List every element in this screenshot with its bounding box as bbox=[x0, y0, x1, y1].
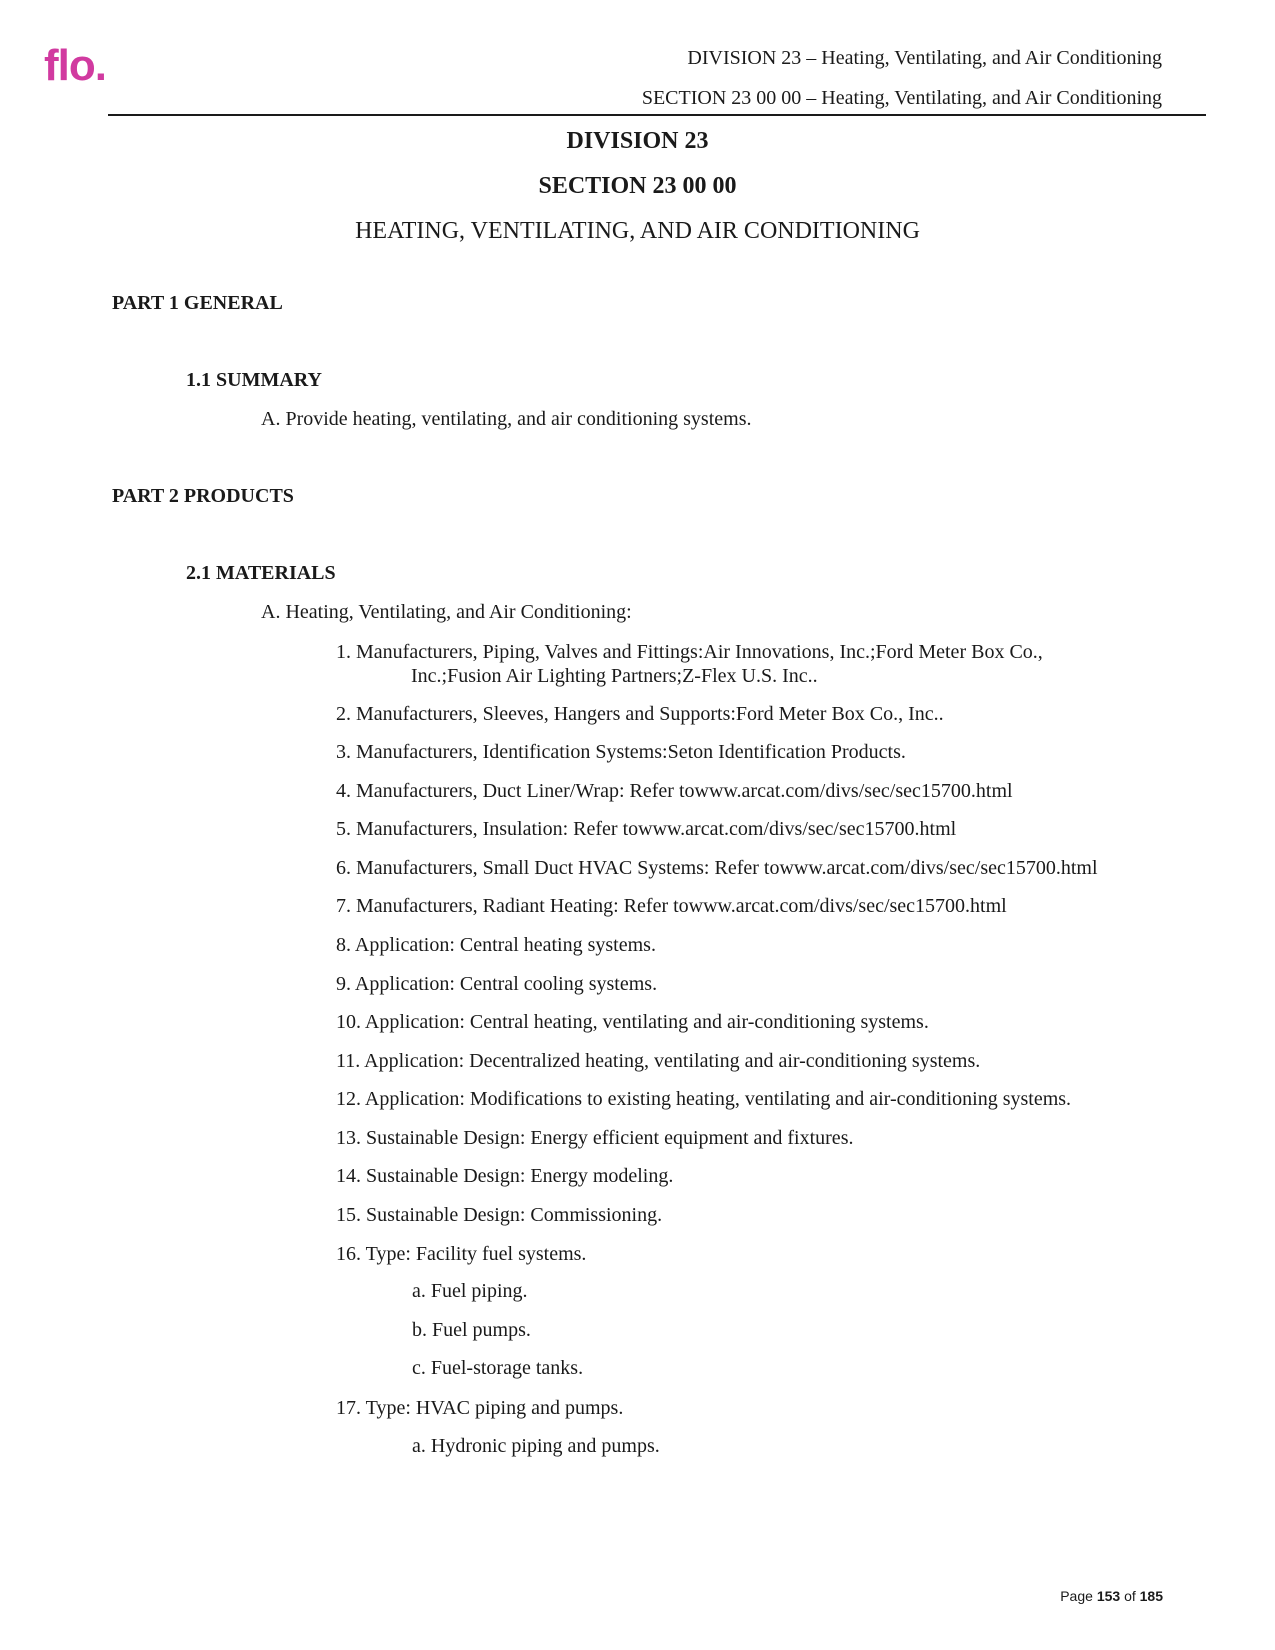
sub-item: c. Fuel-storage tanks. bbox=[412, 1357, 584, 1379]
list-item: 10. Application: Central heating, ventilating and air-conditioning systems. bbox=[336, 1011, 929, 1033]
part-2-heading: PART 2 PRODUCTS bbox=[112, 485, 294, 507]
part-1-heading: PART 1 GENERAL bbox=[112, 292, 283, 314]
list-item: 13. Sustainable Design: Energy efficient equipment and fixtures. bbox=[336, 1127, 854, 1149]
page-word: Page bbox=[1060, 1588, 1093, 1604]
list-item-text: 1. Manufacturers, Piping, Valves and Fittings:Air Innovations, Inc.;Ford Meter Box Co., bbox=[336, 641, 1043, 663]
of-word: of bbox=[1124, 1588, 1136, 1604]
list-item: 15. Sustainable Design: Commissioning. bbox=[336, 1204, 663, 1226]
list-item: 4. Manufacturers, Duct Liner/Wrap: Refer towww.arcat.com/divs/sec/sec15700.html bbox=[336, 780, 1013, 802]
flo-logo-mark bbox=[44, 44, 144, 88]
list-item: 14. Sustainable Design: Energy modeling. bbox=[336, 1165, 674, 1187]
running-header-division: DIVISION 23 – Heating, Ventilating, and Air Conditioning bbox=[687, 47, 1162, 69]
list-item: 2. Manufacturers, Sleeves, Hangers and Supports:Ford Meter Box Co., Inc.. bbox=[336, 703, 944, 725]
flo-logo bbox=[44, 44, 144, 88]
svg-text:flo.: flo. bbox=[44, 44, 106, 88]
sub-item: a. Fuel piping. bbox=[412, 1280, 528, 1302]
title-section: SECTION 23 00 00 bbox=[538, 173, 737, 199]
page-number bbox=[1060, 1588, 1163, 1604]
sub-item: a. Hydronic piping and pumps. bbox=[412, 1435, 660, 1457]
title-name: HEATING, VENTILATING, AND AIR CONDITIONING bbox=[355, 218, 920, 244]
paragraph-2-1-a: A. Heating, Ventilating, and Air Conditioning: bbox=[261, 601, 632, 623]
list-item: 3. Manufacturers, Identification Systems:Seton Identification Products. bbox=[336, 741, 906, 763]
list-item-continuation: Inc.;Fusion Air Lighting Partners;Z-Flex U.S. Inc.. bbox=[411, 665, 818, 687]
list-item: 6. Manufacturers, Small Duct HVAC Systems: Refer towww.arcat.com/divs/sec/sec15700.html bbox=[336, 857, 1098, 879]
article-2-1-heading: 2.1 MATERIALS bbox=[186, 562, 336, 584]
sub-item: b. Fuel pumps. bbox=[412, 1319, 531, 1341]
current-page: 153 bbox=[1096, 1588, 1121, 1604]
list-item: 8. Application: Central heating systems. bbox=[336, 934, 656, 956]
list-item: 9. Application: Central cooling systems. bbox=[336, 973, 658, 995]
list-item: 11. Application: Decentralized heating, ventilating and air-conditioning systems. bbox=[336, 1050, 981, 1072]
article-1-1-heading: 1.1 SUMMARY bbox=[186, 369, 322, 391]
list-item: 17. Type: HVAC piping and pumps. bbox=[336, 1397, 624, 1419]
title-division: DIVISION 23 bbox=[566, 128, 709, 154]
paragraph-1-1-a: A. Provide heating, ventilating, and air conditioning systems. bbox=[261, 408, 752, 430]
list-item: 12. Application: Modifications to existing heating, ventilating and air-conditioning systems. bbox=[336, 1088, 1072, 1110]
header-divider bbox=[108, 114, 1206, 116]
running-header-section: SECTION 23 00 00 – Heating, Ventilating, and Air Conditioning bbox=[641, 87, 1162, 109]
list-item: 5. Manufacturers, Insulation: Refer towww.arcat.com/divs/sec/sec15700.html bbox=[336, 818, 957, 840]
list-item bbox=[336, 640, 1043, 688]
list-item: 16. Type: Facility fuel systems. bbox=[336, 1243, 587, 1265]
total-pages: 185 bbox=[1139, 1588, 1163, 1604]
list-item: 7. Manufacturers, Radiant Heating: Refer towww.arcat.com/divs/sec/sec15700.html bbox=[336, 895, 1007, 917]
